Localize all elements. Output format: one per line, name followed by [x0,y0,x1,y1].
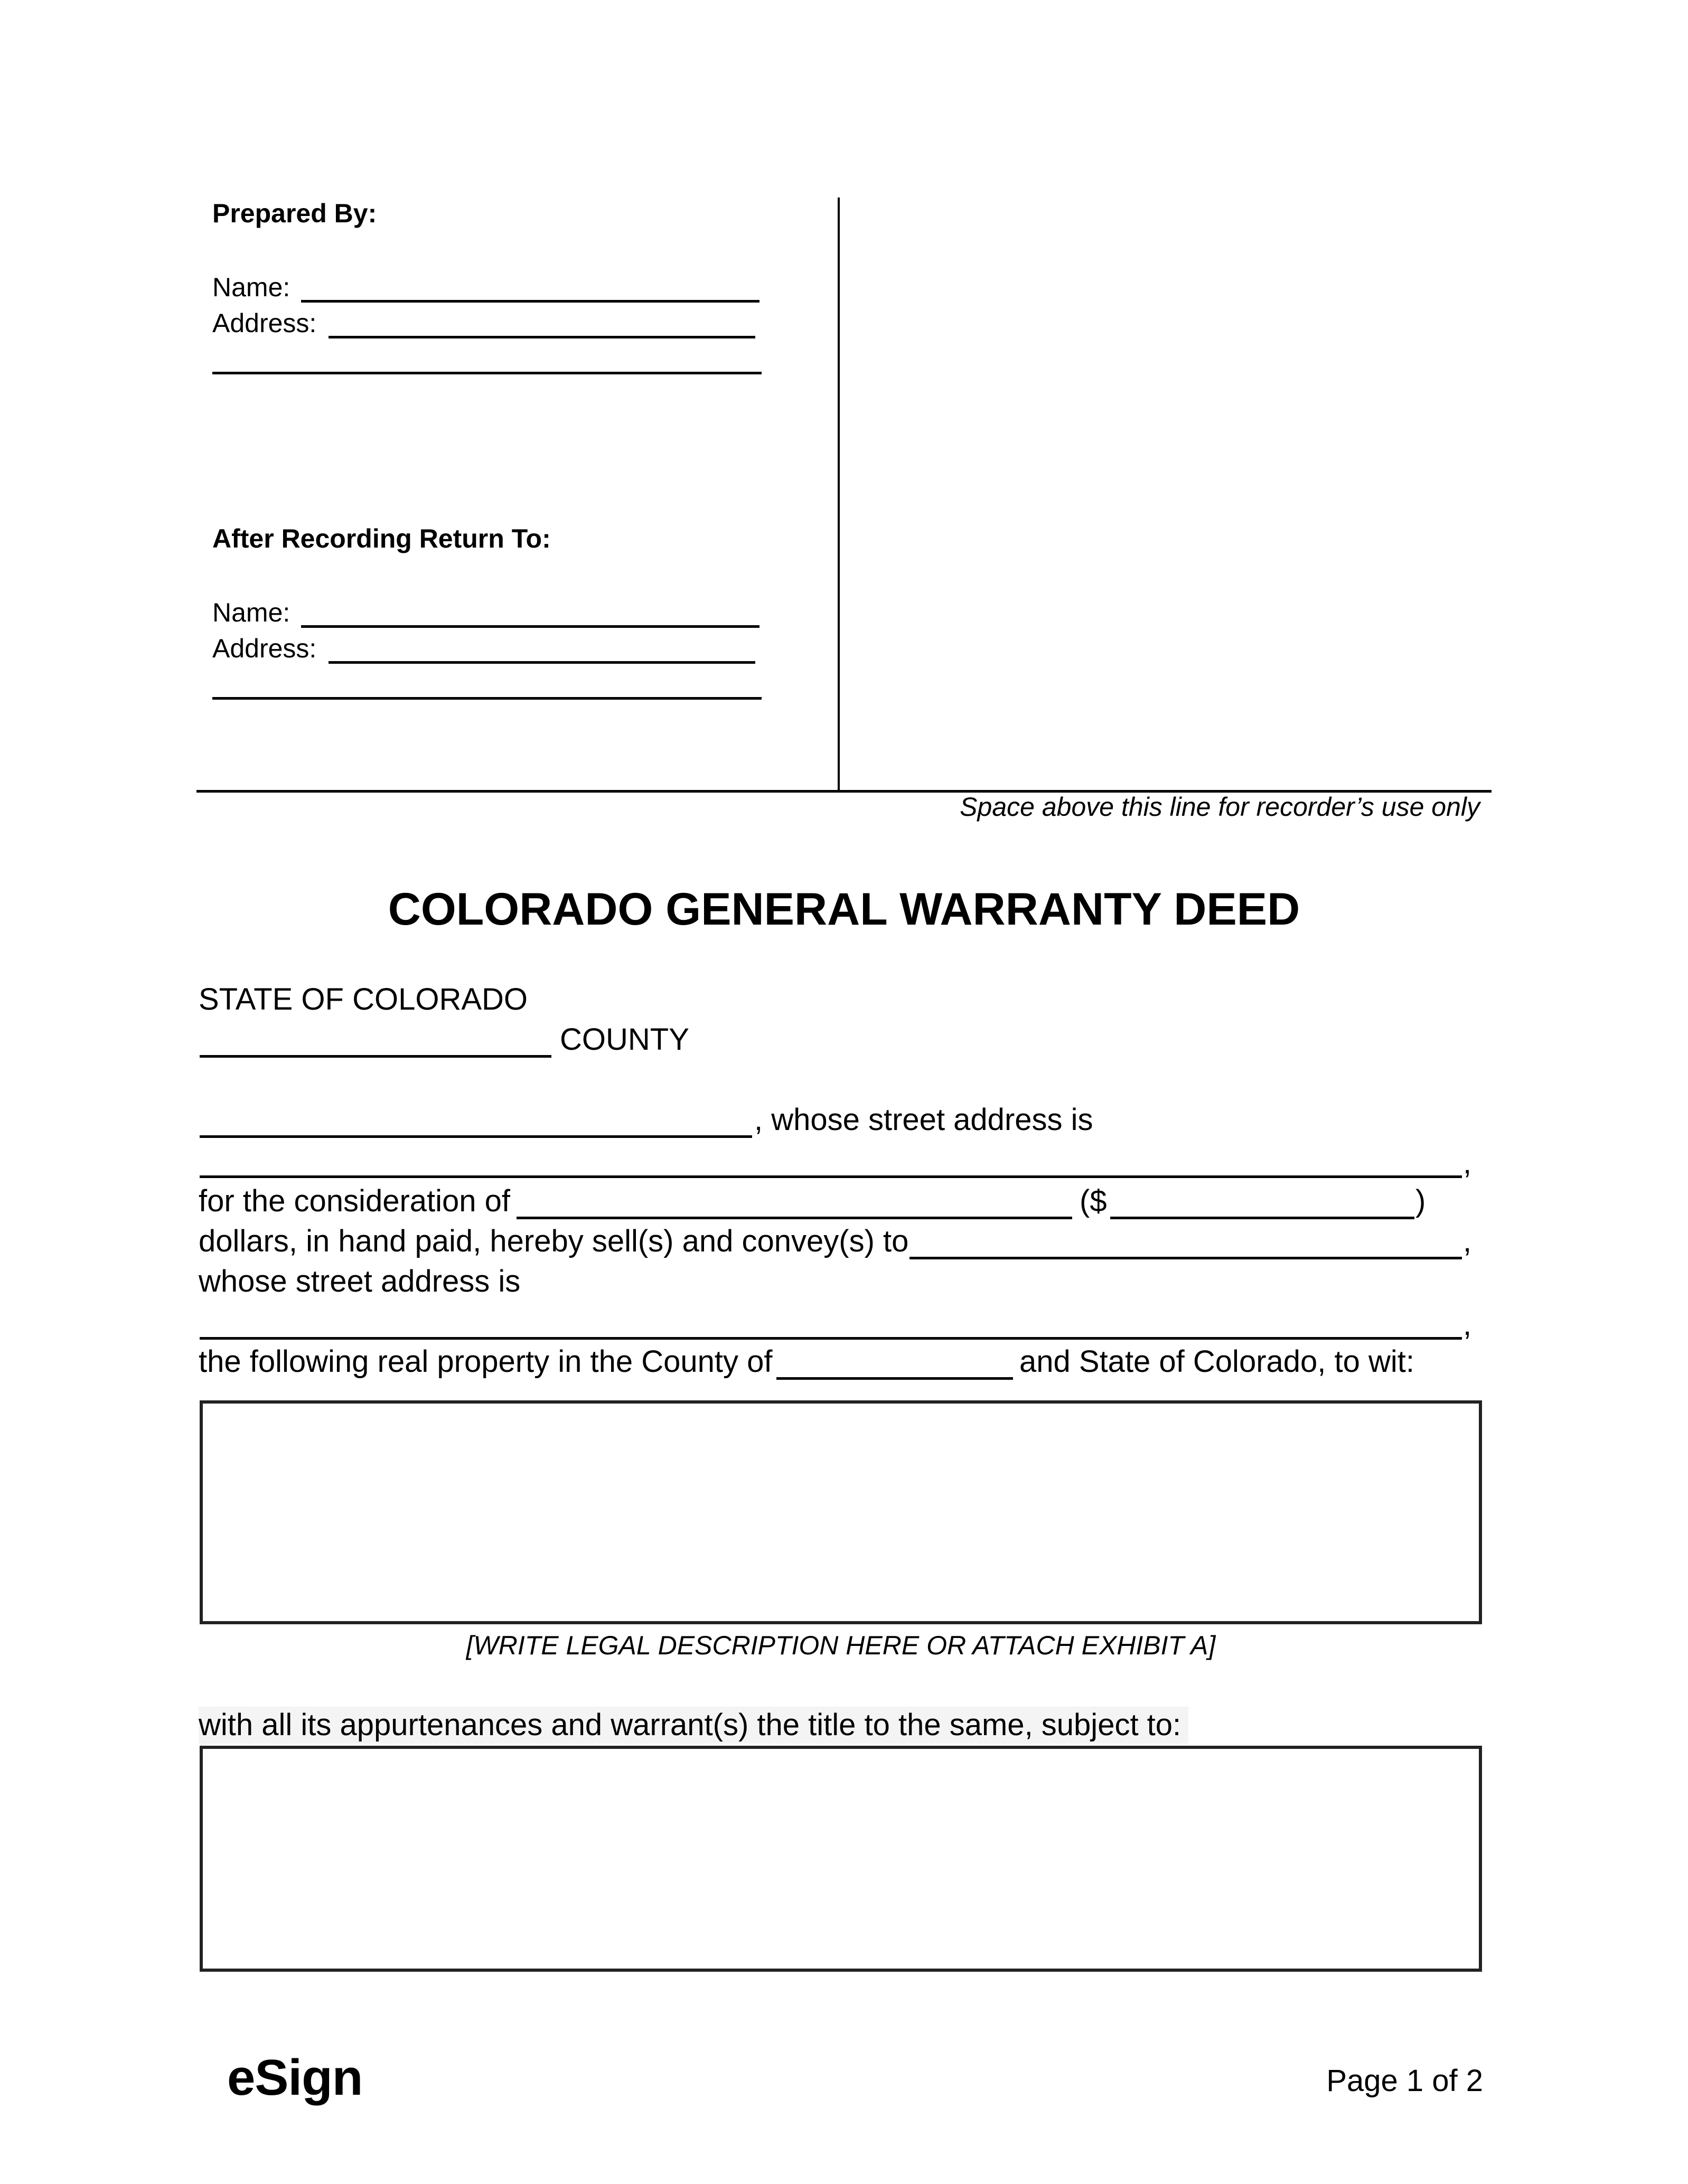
county-field[interactable] [200,1055,551,1058]
recorder-note: Space above this line for recorder’s use only [960,792,1480,822]
return-to-address-label: Address: [212,634,317,663]
grantee-name-field[interactable] [909,1257,1462,1259]
prepared-by-name-label: Name: [212,272,290,302]
prepared-by-address-line-2[interactable] [212,372,762,374]
recorder-vertical-divider [838,197,840,791]
county-label: COUNTY [560,1022,689,1057]
page-title: COLORADO GENERAL WARRANTY DEED [388,884,1300,935]
subject-to-box[interactable] [200,1746,1482,1972]
consideration-words-field[interactable] [517,1217,1072,1219]
legal-description-note: [WRITE LEGAL DESCRIPTION HERE OR ATTACH EXHIBIT A] [466,1631,1216,1660]
legal-description-box[interactable] [200,1400,1482,1624]
grantee-name-comma: , [1463,1224,1472,1258]
state-line: STATE OF COLORADO [199,982,528,1016]
page-number: Page 1 of 2 [1326,2064,1483,2098]
property-prefix: the following real property in the County of [199,1344,773,1379]
consideration-label: for the consideration of [199,1184,511,1218]
grantee-address-field[interactable] [200,1337,1462,1340]
grantor-address-comma: , [1463,1146,1472,1180]
dollar-open: ($ [1080,1184,1107,1218]
grantee-address-label: whose street address is [199,1264,521,1298]
prepared-by-address-label: Address: [212,308,317,338]
consideration-amount-field[interactable] [1110,1217,1414,1219]
esign-logo: eSign [227,2049,363,2106]
convey-text: dollars, in hand paid, hereby sell(s) and convey(s) to [199,1224,909,1258]
grantor-name-field[interactable] [200,1135,752,1138]
return-to-address-line-2[interactable] [212,697,762,700]
grantee-address-comma: , [1463,1307,1472,1342]
return-to-name-label: Name: [212,598,290,627]
return-to-name-field[interactable] [301,625,759,628]
grantor-address-field[interactable] [200,1175,1462,1178]
prepared-by-heading: Prepared By: [212,199,377,228]
grantor-address-label: , whose street address is [754,1103,1093,1137]
property-suffix: and State of Colorado, to wit: [1019,1344,1414,1379]
property-county-field[interactable] [776,1377,1013,1380]
prepared-by-address-field[interactable] [329,336,755,338]
return-to-address-field[interactable] [329,661,755,664]
subject-to-label: with all its appurtenances and warrant(s) the title to the same, subject to: [199,1707,1188,1744]
prepared-by-name-field[interactable] [301,300,759,303]
dollar-close: ) [1415,1184,1426,1218]
return-to-heading: After Recording Return To: [212,524,551,553]
